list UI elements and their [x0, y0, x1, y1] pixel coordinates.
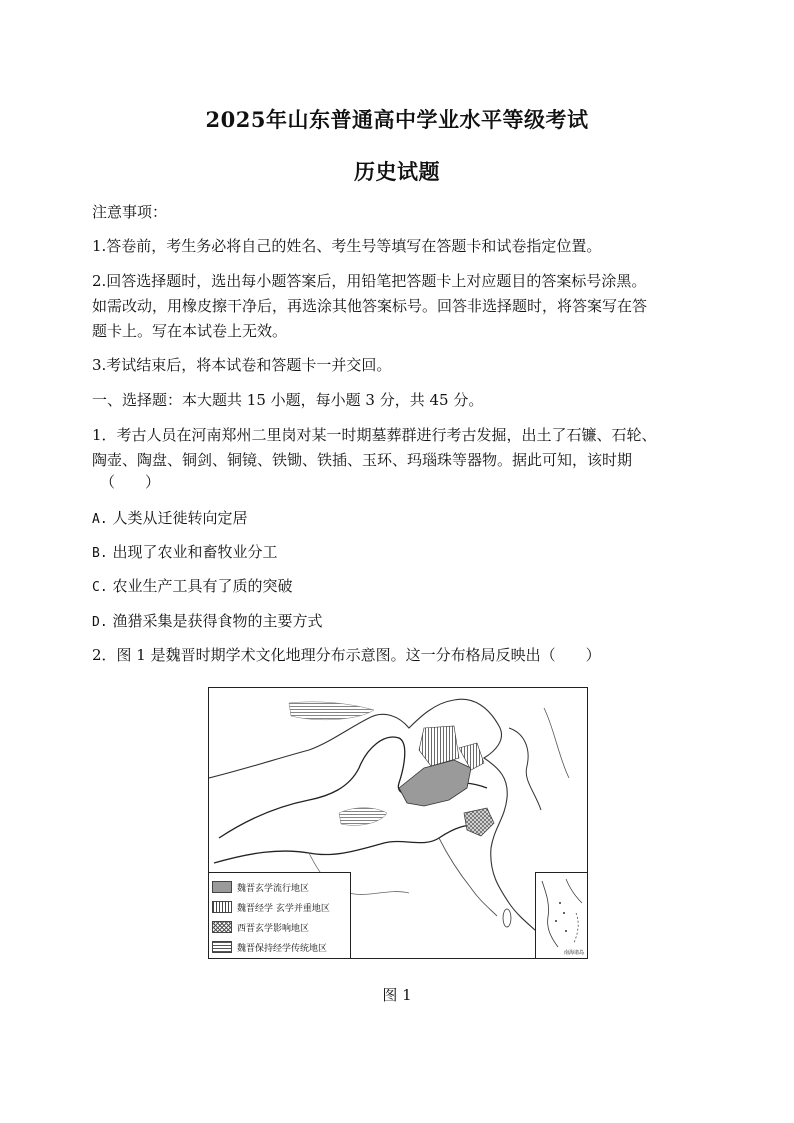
notes-heading: 注意事项：: [92, 203, 168, 221]
yangtze-river: [214, 825, 481, 863]
figure-1-map: [208, 687, 588, 959]
notes-item: 如需改动，用橡皮擦干净后，再选涂其他答案标号。回答非选择题时，将答案写在答: [92, 297, 648, 315]
legend-label: 西晋玄学影响地区: [237, 923, 310, 934]
inset-label: 南海诸岛: [563, 950, 584, 956]
notes-item: 3.考试结束后，将本试卷和答题卡一并交回。: [92, 356, 392, 374]
section-heading: 一、选择题：本大题共 15 小题，每小题 3 分，共 45 分。: [92, 391, 484, 409]
option-text: 人类从迁徙转向定居: [112, 509, 248, 527]
solid-swatch: [212, 881, 232, 893]
question-1-option-c: [92, 576, 292, 598]
question-1-option-a: [92, 508, 247, 530]
inset-map: [536, 873, 588, 959]
option-letter: B.: [92, 546, 108, 561]
legend-item: [212, 897, 350, 917]
notes-item: 题卡上。写在本试卷上无效。: [92, 322, 288, 340]
legend-label: 魏晋保持经学传统地区: [237, 943, 328, 954]
xuanxue-popular-region: [399, 760, 471, 806]
legend-item: [212, 917, 350, 937]
option-letter: D.: [92, 615, 108, 630]
notes-item: 2.回答选择题时，选出每小题答案后，用铅笔把答题卡上对应题目的答案标号涂黑。: [92, 272, 647, 290]
option-letter: C.: [92, 580, 108, 595]
western-jin-xuanxue-region: [464, 808, 494, 836]
question-1-stem: 陶壶、陶盘、铜剑、铜镜、铁锄、铁插、玉环、玛瑙珠等器物。据此可知，该时期: [92, 451, 633, 469]
option-text: 出现了农业和畜牧业分工: [112, 543, 278, 561]
legend-label: 魏晋经学 玄学并重地区: [237, 903, 330, 914]
answer-blank: （ ）: [100, 473, 161, 491]
option-text: 渔猎采集是获得食物的主要方式: [112, 612, 323, 630]
map-legend: [209, 872, 351, 958]
notes-item: 1.答卷前，考生务必将自己的姓名、考生号等填写在答题卡和试卷指定位置。: [92, 237, 602, 255]
figure-caption: 图 1: [382, 986, 412, 1004]
exam-title: 2025年山东普通高中学业水平等级考试: [205, 107, 589, 132]
legend-item: [212, 937, 350, 957]
question-1-option-d: [92, 611, 322, 633]
legend-label: 魏晋玄学流行地区: [237, 883, 310, 894]
question-1-option-b: [92, 542, 277, 564]
option-letter: A.: [92, 512, 108, 527]
cross-hatch-swatch: [212, 921, 232, 933]
option-text: 农业生产工具有了质的突破: [112, 577, 293, 595]
classics-tradition-region: [339, 808, 387, 826]
south-sea-islands-inset: [535, 872, 587, 958]
legend-item: [212, 877, 350, 897]
vertical-hatch-swatch: [212, 901, 232, 913]
exam-subject: 历史试题: [354, 159, 440, 184]
jing-xuan-region: [419, 726, 459, 766]
horizontal-hatch-swatch: [212, 941, 232, 953]
question-2-stem: 2．图 1 是魏晋时期学术文化地理分布示意图。这一分布格局反映出（ ）: [92, 646, 601, 664]
question-1-stem: 1．考古人员在河南郑州二里岗对某一时期墓葬群进行考古发掘，出土了石镰、石轮、: [92, 426, 657, 444]
